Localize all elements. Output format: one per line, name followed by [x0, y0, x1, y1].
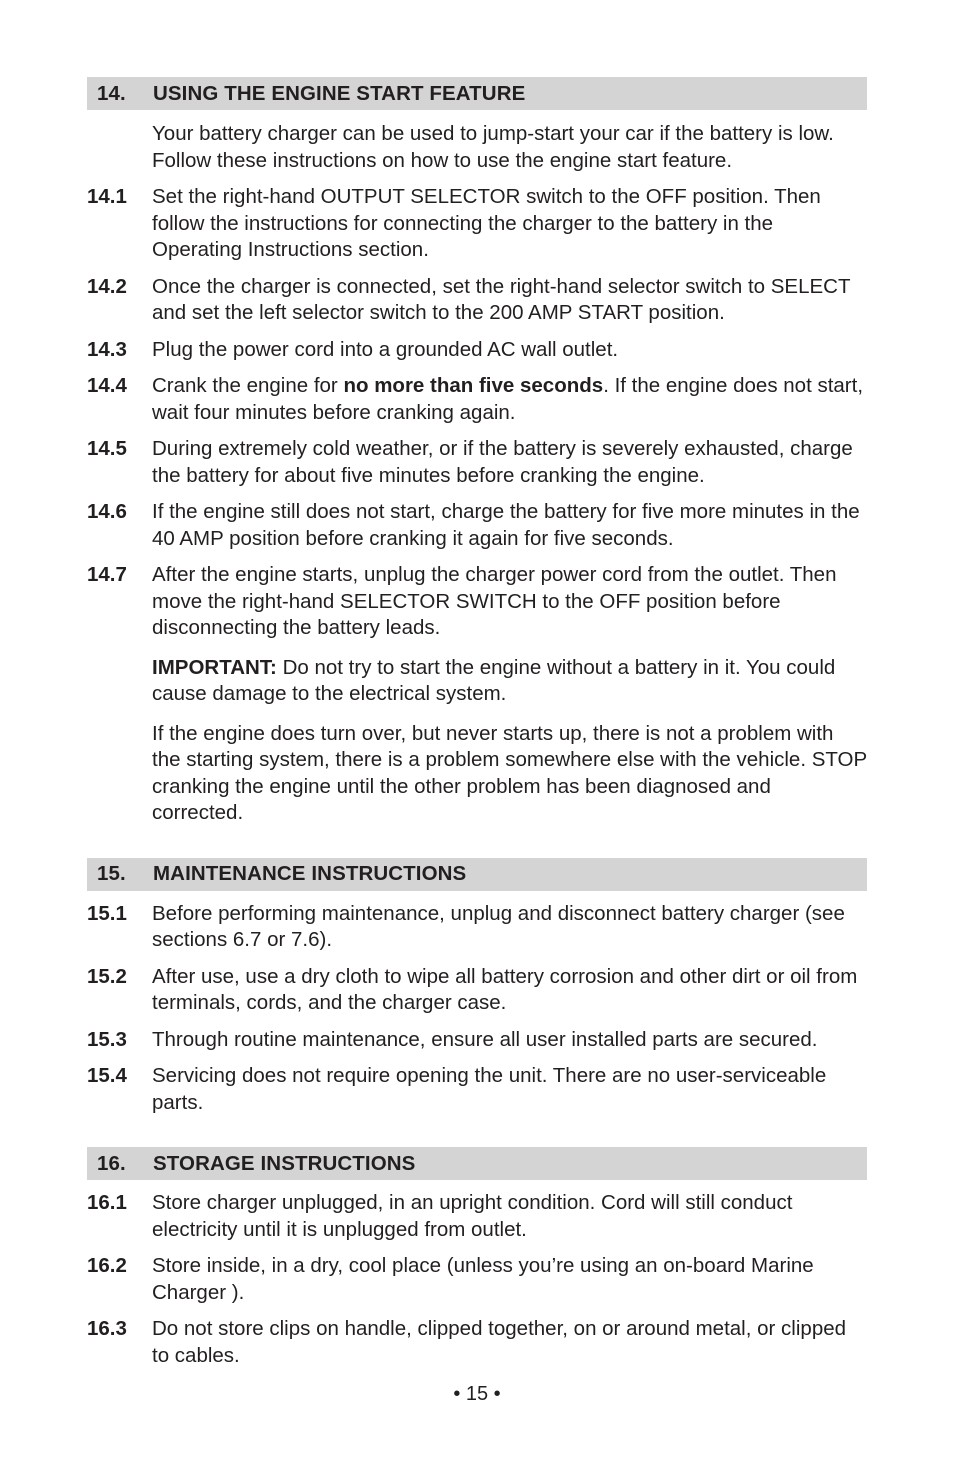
- list-item: [87, 1316, 867, 1369]
- item-number: 14.4: [87, 374, 127, 397]
- section-15-header: [87, 858, 867, 891]
- important-note: [152, 655, 867, 708]
- manual-page: [87, 77, 867, 1369]
- item-text: Store inside, in a dry, cool place (unless you’re using an on-board Marine Charger ).: [152, 1254, 814, 1304]
- item-number: 15.4: [87, 1064, 127, 1087]
- item-text: Before performing maintenance, unplug and disconnect battery charger (see sections 6.7 or 7.6).: [152, 901, 845, 951]
- item-number: 16.2: [87, 1254, 127, 1277]
- closing-paragraph: If the engine does turn over, but never starts up, there is not a problem with the starting system, there is a problem somewhere else with the vehicle. STOP cranking the engine until the other problem has been diagnosed and corrected.: [152, 721, 867, 824]
- item-number: 16.1: [87, 1191, 127, 1214]
- item-number: 14.2: [87, 274, 127, 298]
- page-number: • 15 •: [453, 1383, 501, 1405]
- item-text: After the engine starts, unplug the charger power cord from the outlet. Then move the right-hand SELECTOR SWITCH to the OFF position before disconnecting the battery leads.: [152, 563, 837, 639]
- section-number: 14.: [97, 81, 126, 105]
- item-text-pre: Crank the engine for: [152, 374, 344, 397]
- item-text: During extremely cold weather, or if the battery is severely exhausted, charge the battery for about five minutes before cranking the engine.: [152, 437, 853, 487]
- item-text: Store charger unplugged, in an upright condition. Cord will still conduct electricity until it is unplugged from outlet.: [152, 1191, 793, 1241]
- list-item: [87, 373, 867, 426]
- list-item: [87, 1253, 867, 1306]
- list-item: [87, 184, 867, 264]
- item-text: Through routine maintenance, ensure all user installed parts are secured.: [152, 1027, 818, 1051]
- item-number: 15.2: [87, 964, 127, 988]
- list-item: [87, 274, 867, 327]
- item-number: 15.3: [87, 1027, 127, 1051]
- important-label: IMPORTANT:: [152, 655, 277, 679]
- item-text-post: . If the engine does not start, wait four minutes before cranking again.: [152, 374, 864, 424]
- list-item: [87, 436, 867, 489]
- item-number: 14.7: [87, 563, 127, 586]
- item-text: Servicing does not require opening the unit. There are no user-serviceable parts.: [152, 1064, 827, 1114]
- item-text: Once the charger is connected, set the right-hand selector switch to SELECT and set the left selector switch to the 200 AMP START position.: [152, 274, 851, 324]
- section-title: STORAGE INSTRUCTIONS: [153, 1151, 416, 1175]
- list-item: [87, 901, 867, 954]
- section-title: MAINTENANCE INSTRUCTIONS: [153, 862, 467, 885]
- list-item: [87, 499, 867, 552]
- list-item: [87, 1027, 867, 1054]
- list-item: [87, 964, 867, 1017]
- item-number: 14.1: [87, 185, 127, 208]
- item-number: 14.6: [87, 500, 127, 523]
- section-14-header: [87, 77, 867, 110]
- section-intro: Your battery charger can be used to jump-start your car if the battery is low. Follow these instructions on how to use the engine start feature.: [152, 122, 834, 172]
- section-title: USING THE ENGINE START FEATURE: [153, 81, 526, 105]
- item-text: After use, use a dry cloth to wipe all battery corrosion and other dirt or oil from terminals, cords, and the charger case.: [152, 964, 858, 1014]
- item-text: Plug the power cord into a grounded AC wall outlet.: [152, 337, 619, 361]
- section-16-header: [87, 1147, 867, 1180]
- list-item: [87, 1063, 867, 1116]
- important-text: Do not try to start the engine without a battery in it. You could cause damage to the electrical system.: [152, 655, 836, 705]
- section-number: 16.: [97, 1151, 126, 1175]
- item-text-emphasis: no more than five seconds: [343, 374, 604, 397]
- item-number: 15.1: [87, 901, 127, 925]
- item-number: 14.5: [87, 437, 127, 460]
- list-item: [87, 562, 867, 642]
- item-text: [152, 373, 867, 426]
- item-text: If the engine still does not start, charge the battery for five more minutes in the 40 AMP position before cranking it again for five seconds.: [152, 500, 860, 550]
- section-number: 15.: [97, 862, 126, 885]
- list-item: [87, 1190, 867, 1243]
- item-text: Set the right-hand OUTPUT SELECTOR switch to the OFF position. Then follow the instructions for connecting the charger to the battery in the Operating Instructions section.: [152, 185, 821, 261]
- item-number: 14.3: [87, 337, 127, 361]
- item-number: 16.3: [87, 1317, 127, 1340]
- item-text: Do not store clips on handle, clipped together, on or around metal, or clipped to cables.: [152, 1317, 847, 1367]
- list-item: [87, 337, 867, 364]
